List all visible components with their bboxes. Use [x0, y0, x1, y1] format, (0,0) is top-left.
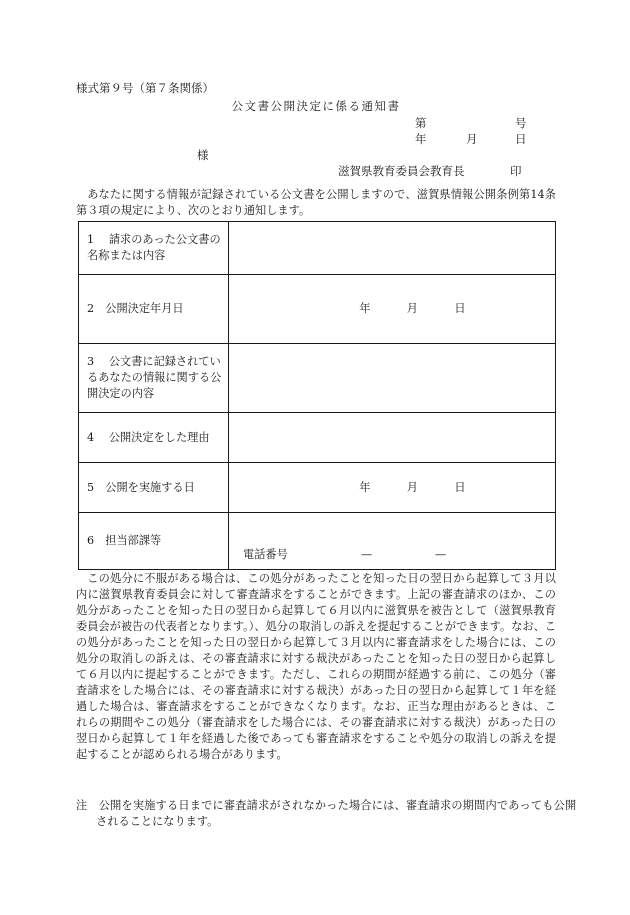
table-row	[79, 275, 556, 344]
row-label-decision-reason: 4 公開決定をした理由	[79, 413, 229, 463]
disclosure-date-month: 月	[406, 480, 418, 494]
document-title: 公文書公開決定に係る通知書	[231, 99, 401, 113]
phone-number-label: 電話番号	[243, 548, 288, 561]
disclosure-table	[78, 221, 556, 570]
seal-mark: 印	[510, 164, 522, 178]
footnote: 注 公開を実施する日までに審査請求がされなかった場合には、審査請求の期間内であっても公開されることになります。	[76, 799, 577, 828]
sender-name: 滋賀県教育委員会教育長	[338, 164, 465, 178]
table-row	[79, 222, 556, 275]
row-label-disclosure-date: 5 公開を実施する日	[79, 463, 229, 513]
issue-date-month: 月	[466, 132, 478, 146]
disclosure-date-year: 年	[359, 480, 371, 494]
row-label-request-content: 1 請求のあった公文書の名称または内容	[79, 222, 229, 275]
row-value-department	[229, 513, 556, 570]
table-row	[79, 344, 556, 413]
form-number: 様式第９号（第７条関係）	[76, 81, 214, 95]
addressee-honorific: 様	[197, 148, 209, 162]
issue-date-year: 年	[415, 132, 427, 146]
phone-separator: —	[435, 548, 447, 561]
row-value-decision-reason	[229, 413, 556, 463]
row-value-decision-content	[229, 344, 556, 413]
decision-date-label-text: 2 公開決定年月日	[87, 302, 184, 315]
row-label-department: 6 担当部課等	[79, 513, 229, 570]
row-value-disclosure-date	[229, 463, 556, 513]
document-number-prefix: 第	[415, 116, 427, 130]
row-value-decision-date	[229, 275, 556, 344]
table-row	[79, 413, 556, 463]
row-label-decision-date	[79, 275, 229, 344]
decision-date-year: 年	[359, 302, 371, 315]
row-value-request-content	[229, 222, 556, 275]
document-number-suffix: 号	[515, 116, 527, 130]
appeal-notice-paragraph: この処分に不服がある場合は、この処分があったことを知った日の翌日から起算して３月以内に滋賀県教育委員会に対して審査請求をすることができます。上記の審査請求のほか、この処分があったことを知った日の翌日から起算して６月以内に滋賀県を被告として（滋賀県教育委員会が被告の代表者となります。）、処分の取消しの訴えを提起することができます。なお、この処分があったことを知った日の翌日から起算して３月以内に審査請求をした場合には、この処分の取消しの訴えは、その審査請求に対する裁決があったことを知った日の翌日から起算して６月以内に提起することができます。ただし、これらの期間が経過する前に、この処分（審査請求をした場合には、その審査請求に対する裁決）があった日の翌日から起算して１年を経過した場合は、審査請求をすることができなくなります。なお、正当な理由があるときは、これらの期間やこの処分（審査請求をした場合には、その審査請求に対する裁決）があった日の翌日から起算して１年を経過した後であっても審査請求をすることや処分の取消しの訴えを提起することが認められる場合があります。	[76, 572, 556, 761]
table-row	[79, 513, 556, 570]
decision-date-day: 日	[454, 302, 466, 315]
table-row	[79, 463, 556, 513]
decision-date-month: 月	[406, 302, 418, 315]
phone-separator: —	[361, 548, 373, 561]
issue-date-day: 日	[515, 132, 527, 146]
row-label-decision-content: 3 公文書に記録されているあなたの情報に関する公開決定の内容	[79, 344, 229, 413]
intro-paragraph: あなたに関する情報が記録されている公文書を公開しますので、滋賀県情報公開条例第14条第３項の規定により、次のとおり通知します。	[76, 188, 556, 217]
disclosure-date-day: 日	[454, 480, 466, 494]
